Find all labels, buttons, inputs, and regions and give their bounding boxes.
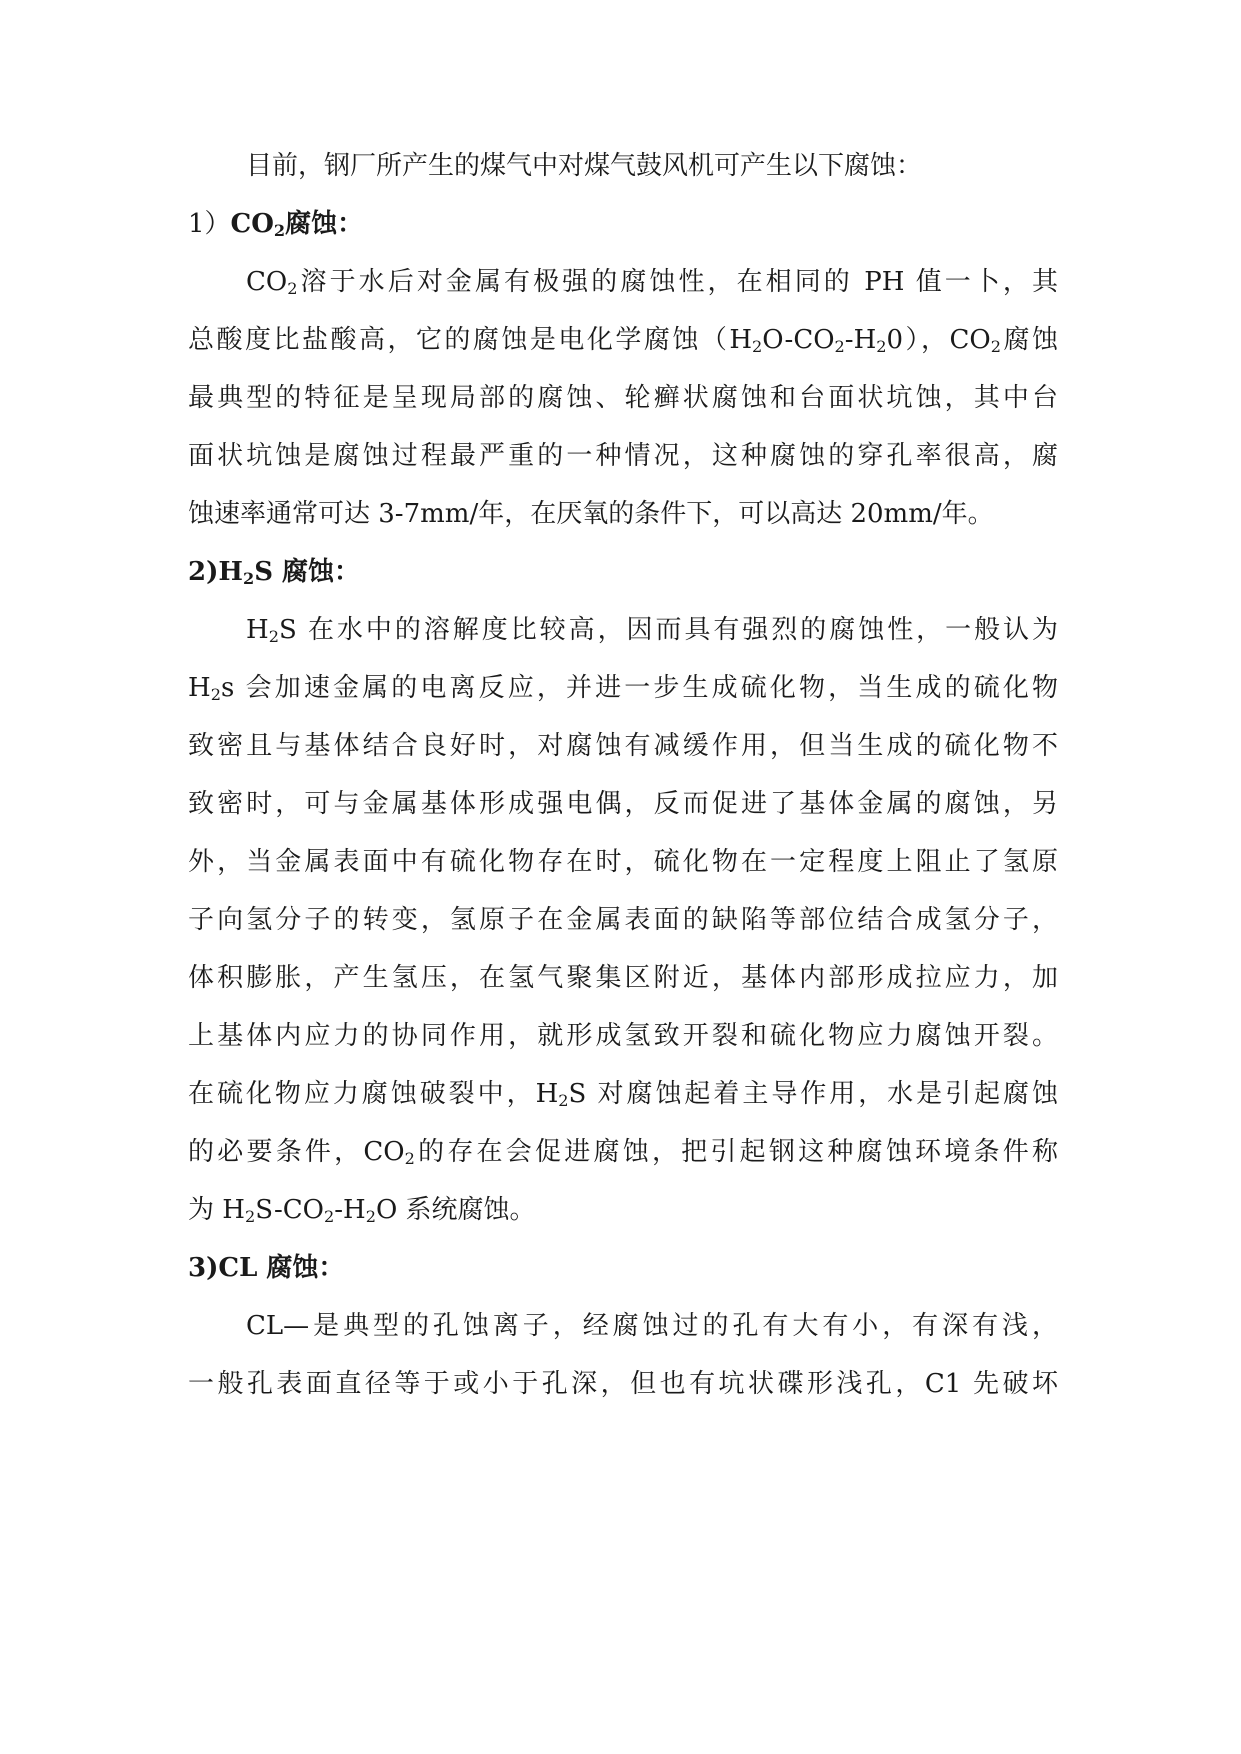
h2s-paragraph-line: 体积膨胀，产生氢压，在氢气聚集区附近，基体内部形成拉应力，加 <box>188 963 1058 993</box>
cl-paragraph-line: CL—是典型的孔蚀离子，经腐蚀过的孔有大有小，有深有浅， <box>246 1311 1058 1341</box>
section-heading-cl: 3)CL 腐蚀： <box>188 1253 345 1283</box>
section-heading-co2: $1)CO_2$腐蚀： <box>188 209 364 241</box>
h2s-paragraph-line: 在硫化物应力腐蚀破裂中，$H_2S$ 对腐蚀起着主导作用，水是引起腐蚀 <box>188 1079 1058 1111</box>
co2-paragraph-line: $CO_2$溶于水后对金属有极强的腐蚀性，在相同的 PH 值一卜，其 <box>246 267 1058 299</box>
intro-paragraph: 目前，钢厂所产生的煤气中对煤气鼓风机可产生以下腐蚀： <box>246 151 923 181</box>
h2s-paragraph-line: 致密时，可与金属基体形成强电偶，反而促进了基体金属的腐蚀，另 <box>188 789 1058 819</box>
h2s-paragraph-line: 的必要条件，$CO_2$的存在会促进腐蚀，把引起钢这种腐蚀环境条件称 <box>188 1137 1058 1169</box>
co2-paragraph-line: 总酸度比盐酸高，它的腐蚀是电化学腐蚀$(H_2O-CO_2-H_20)$，$CO_2$腐蚀 <box>188 325 1058 357</box>
co2-paragraph-line: 面状坑蚀是腐蚀过程最严重的一种情况，这种腐蚀的穿孔率很高，腐 <box>188 441 1058 471</box>
h2s-paragraph-line: 外，当金属表面中有硫化物存在时，硫化物在一定程度上阻止了氢原 <box>188 847 1058 877</box>
h2s-paragraph-line: 为 $H_2S-CO_2-H_2O$ 系统腐蚀。 <box>188 1195 536 1227</box>
h2s-paragraph-line: 子向氢分子的转变，氢原子在金属表面的缺陷等部位结合成氢分子， <box>188 905 1058 935</box>
section-heading-h2s: $2)H_2S$ 腐蚀： <box>188 557 361 589</box>
h2s-paragraph-line: 致密且与基体结合良好时，对腐蚀有减缓作用，但当生成的硫化物不 <box>188 731 1058 761</box>
h2s-paragraph-line: $H_2S$ 在水中的溶解度比较高，因而具有强烈的腐蚀性，一般认为 <box>246 615 1058 647</box>
co2-paragraph-line: 蚀速率通常可达 3-7mm/年，在厌氧的条件下，可以高达 20mm/年。 <box>188 499 994 529</box>
co2-paragraph-line: 最典型的特征是呈现局部的腐蚀、轮癣状腐蚀和台面状坑蚀，其中台 <box>188 383 1058 413</box>
h2s-paragraph-line: 上基体内应力的协同作用，就形成氢致开裂和硫化物应力腐蚀开裂。 <box>188 1021 1058 1051</box>
h2s-paragraph-line: $H_2s$ 会加速金属的电离反应，并进一步生成硫化物，当生成的硫化物 <box>188 673 1058 705</box>
cl-paragraph-line: 一般孔表面直径等于或小于孔深，但也有坑状碟形浅孔，C1 先破坏 <box>188 1369 1058 1399</box>
